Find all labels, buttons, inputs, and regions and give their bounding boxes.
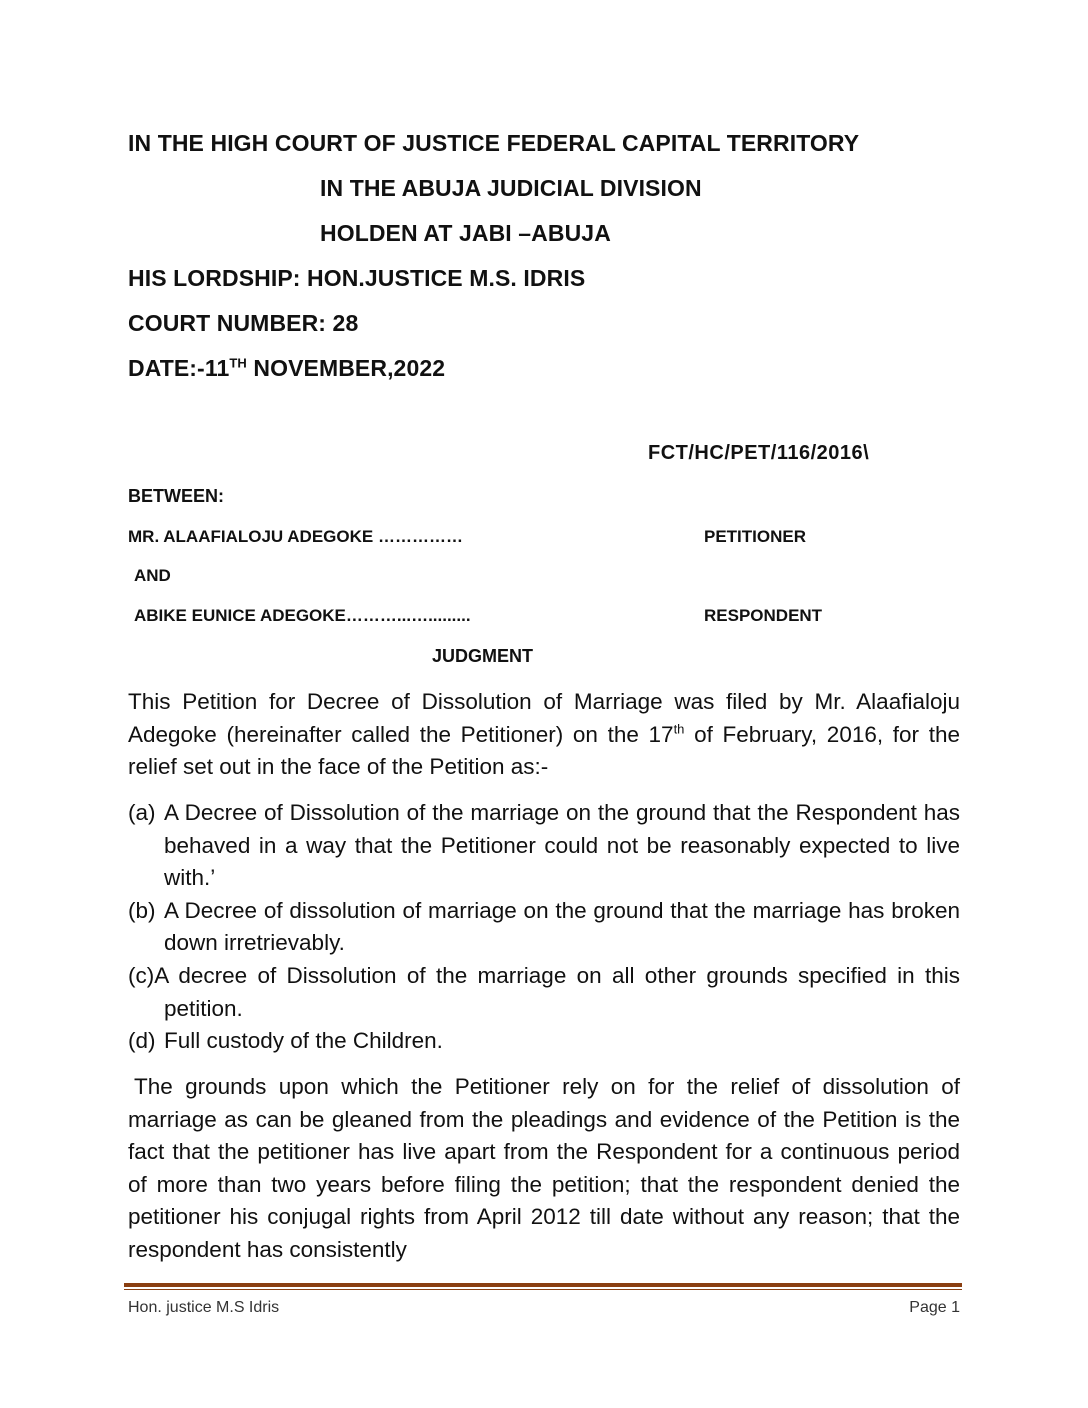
judgment-heading: JUDGMENT: [432, 646, 534, 666]
relief-label: (d): [128, 1028, 156, 1054]
relief-label: (a): [128, 800, 156, 825]
court-number: COURT NUMBER: 28: [128, 310, 359, 336]
reliefs-list: [128, 797, 960, 1058]
respondent-name: ABIKE EUNICE ADEGOKE………...….........: [134, 606, 471, 625]
court-title: IN THE HIGH COURT OF JUSTICE FEDERAL CAPITAL TERRITORY: [128, 130, 860, 156]
relief-text: A Decree of dissolution of marriage on the ground that the marriage has broken down irretrievably.: [164, 897, 960, 956]
date-suffix: NOVEMBER,2022: [246, 355, 446, 381]
respondent-role: RESPONDENT: [704, 606, 823, 625]
relief-text: A decree of Dissolution of the marriage on all other grounds specified in this petition.: [154, 962, 960, 1021]
case-number: FCT/HC/PET/116/2016\: [648, 442, 870, 464]
judgment-date: [128, 355, 445, 382]
relief-item: [128, 797, 960, 895]
footer-divider: [124, 1283, 962, 1287]
relief-item: [128, 895, 960, 960]
between-label: BETWEEN:: [128, 486, 224, 506]
relief-item: [128, 1025, 960, 1058]
relief-text: Full custody of the Children.: [164, 1028, 443, 1054]
relief-text: A Decree of Dissolution of the marriage on the ground that the Respondent has behaved in a way that the Petitioner could not be reasonably expected to live with.’: [164, 800, 960, 891]
holden-at: HOLDEN AT JABI –ABUJA: [320, 220, 611, 246]
relief-label: (b): [128, 897, 156, 923]
footer-divider-thin: [124, 1289, 962, 1290]
intro-paragraph: [128, 686, 960, 784]
intro-text-a: This Petition for Decree of Dissolution of Marriage was filed by Mr. Alaafialoju Adegoke (hereinafter called the Petitioner) on the 17: [128, 689, 960, 747]
date-superscript: TH: [229, 355, 247, 371]
grounds-paragraph: The grounds upon which the Petitioner rely on for the relief of dissolution of marriage as can be gleaned from the pleadings and evidence of the Petition is the fact that the petitioner has live apart from the Respondent for a continuous period of more than two years before filing the petition; that the respondent denied the petitioner his conjugal rights from April 2012 till date without any reason; that the respondent has consistently: [128, 1074, 960, 1262]
intro-text-b: of February, 2016, for the relief set out in the face of the Petition as:-: [128, 721, 960, 780]
lordship-line: HIS LORDSHIP: HON.JUSTICE M.S. IDRIS: [128, 265, 586, 291]
petitioner-role: PETITIONER: [704, 527, 807, 546]
relief-item: [128, 960, 960, 1025]
footer-author: Hon. justice M.S Idris: [128, 1299, 280, 1316]
division-title: IN THE ABUJA JUDICIAL DIVISION: [320, 175, 702, 201]
and-label: AND: [134, 566, 171, 585]
intro-superscript: th: [673, 721, 685, 737]
date-prefix: DATE:-11: [128, 355, 230, 381]
petitioner-name: MR. ALAAFIALOJU ADEGOKE ……………: [128, 527, 463, 546]
page-number: Page 1: [909, 1299, 960, 1316]
relief-label: (c): [128, 962, 155, 988]
